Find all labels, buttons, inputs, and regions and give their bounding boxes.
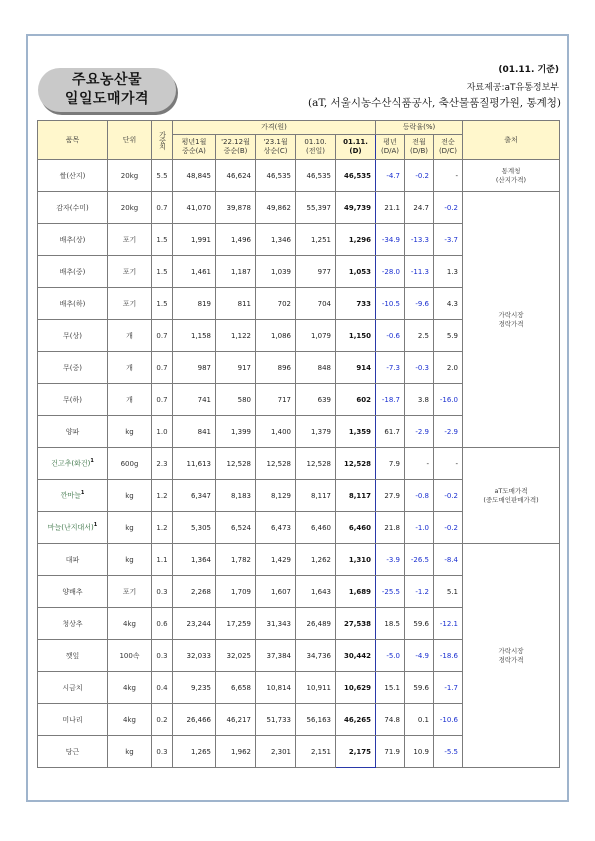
source-line-1: 가락시장 [498, 310, 524, 319]
item-name [38, 256, 108, 288]
price-avg-cell: 11,613 [173, 448, 216, 480]
weight-cell: 5.5 [152, 160, 173, 192]
item-label: 양파 [65, 427, 80, 436]
rate-da-cell: 61.7 [376, 416, 405, 448]
rate-dc-cell: - [434, 448, 463, 480]
price-avg-cell: 1,991 [173, 224, 216, 256]
source-cell [463, 192, 560, 448]
price-prev-day-cell: 1,079 [296, 320, 336, 352]
item-label: 건고추(화건) [51, 459, 91, 468]
source-line-2: (중도매인판매가격) [483, 495, 539, 504]
price-avg-cell: 987 [173, 352, 216, 384]
price-today-cell: 1,689 [336, 576, 376, 608]
header-price-c: '23.1월 상순(C) [256, 135, 296, 160]
header-rate-da: 평년 (D/A) [376, 135, 405, 160]
price-today-cell: 27,538 [336, 608, 376, 640]
price-avg-cell: 841 [173, 416, 216, 448]
price-avg-cell: 48,845 [173, 160, 216, 192]
rate-da-cell: 27.9 [376, 480, 405, 512]
price-today-cell: 602 [336, 384, 376, 416]
rate-da-cell: 21.8 [376, 512, 405, 544]
header-price-d: 01.11. (D) [336, 135, 376, 160]
price-prev-month-cell: 1,782 [216, 544, 256, 576]
price-avg-cell: 9,235 [173, 672, 216, 704]
price-prev-period-cell: 1,400 [256, 416, 296, 448]
rate-da-cell: -3.9 [376, 544, 405, 576]
price-prev-period-cell: 51,733 [256, 704, 296, 736]
rate-da-cell: -0.6 [376, 320, 405, 352]
weight-cell: 2.3 [152, 448, 173, 480]
price-prev-day-cell: 26,489 [296, 608, 336, 640]
price-today-cell: 1,296 [336, 224, 376, 256]
item-label: 무(하) [63, 395, 82, 404]
unit-cell: kg [108, 736, 152, 768]
weight-cell: 0.7 [152, 352, 173, 384]
item-name [38, 320, 108, 352]
price-prev-month-cell: 6,658 [216, 672, 256, 704]
price-prev-month-cell: 580 [216, 384, 256, 416]
price-prev-day-cell: 639 [296, 384, 336, 416]
item-name [38, 160, 108, 192]
weight-cell: 0.2 [152, 704, 173, 736]
item-label: 미나리 [62, 715, 83, 724]
weight-cell: 0.3 [152, 576, 173, 608]
rate-dc-cell: - [434, 160, 463, 192]
rate-dc-cell: 5.9 [434, 320, 463, 352]
price-prev-month-cell: 1,962 [216, 736, 256, 768]
item-label: 깐마늘 [60, 491, 81, 500]
rate-da-cell: 71.9 [376, 736, 405, 768]
rate-dc-cell: -0.2 [434, 512, 463, 544]
source-line-1: 통계청 [501, 166, 521, 175]
rate-db-cell: 2.5 [405, 320, 434, 352]
item-label: 깻잎 [65, 651, 80, 660]
unit-cell: 포기 [108, 256, 152, 288]
rate-dc-cell: -1.7 [434, 672, 463, 704]
price-prev-period-cell: 2,301 [256, 736, 296, 768]
price-today-cell: 8,117 [336, 480, 376, 512]
header-unit: 단위 [108, 121, 152, 160]
rate-dc-cell: -0.2 [434, 192, 463, 224]
price-prev-day-cell: 8,117 [296, 480, 336, 512]
price-prev-day-cell: 12,528 [296, 448, 336, 480]
header-source: 출처 [463, 121, 560, 160]
item-label: 양배추 [62, 587, 83, 596]
price-avg-cell: 1,265 [173, 736, 216, 768]
rate-dc-cell: 2.0 [434, 352, 463, 384]
unit-cell: 포기 [108, 576, 152, 608]
rate-dc-cell: -8.4 [434, 544, 463, 576]
table-row [38, 448, 560, 480]
weight-cell: 1.1 [152, 544, 173, 576]
rate-da-cell: 7.9 [376, 448, 405, 480]
unit-cell: 개 [108, 320, 152, 352]
weight-cell: 0.3 [152, 736, 173, 768]
price-prev-day-cell: 1,251 [296, 224, 336, 256]
price-today-cell: 12,528 [336, 448, 376, 480]
price-prev-day-cell: 56,163 [296, 704, 336, 736]
item-name [38, 224, 108, 256]
price-prev-period-cell: 8,129 [256, 480, 296, 512]
weight-cell: 0.6 [152, 608, 173, 640]
source-agencies: (aT, 서울시농수산식품공사, 축산물품질평가원, 통계청) [308, 97, 561, 109]
rate-db-cell: 3.8 [405, 384, 434, 416]
table-row [38, 160, 560, 192]
price-prev-period-cell: 10,814 [256, 672, 296, 704]
price-prev-period-cell: 31,343 [256, 608, 296, 640]
price-prev-month-cell: 1,399 [216, 416, 256, 448]
source-line-1: 가락시장 [498, 646, 524, 655]
price-avg-cell: 6,347 [173, 480, 216, 512]
footnote-marker: 1 [80, 490, 85, 497]
item-label: 당근 [65, 747, 80, 756]
price-prev-month-cell: 1,122 [216, 320, 256, 352]
rate-dc-cell: 1.3 [434, 256, 463, 288]
weight-cell: 0.7 [152, 192, 173, 224]
weight-cell: 1.5 [152, 224, 173, 256]
header-item: 품목 [38, 121, 108, 160]
item-name [38, 704, 108, 736]
price-prev-month-cell: 8,183 [216, 480, 256, 512]
price-prev-month-cell: 17,259 [216, 608, 256, 640]
rate-db-cell: 59.6 [405, 672, 434, 704]
source-cell [463, 448, 560, 544]
rate-dc-cell: -18.6 [434, 640, 463, 672]
rate-dc-cell: 5.1 [434, 576, 463, 608]
price-prev-month-cell: 46,217 [216, 704, 256, 736]
price-today-cell: 1,053 [336, 256, 376, 288]
unit-cell: 포기 [108, 288, 152, 320]
price-prev-month-cell: 32,025 [216, 640, 256, 672]
price-prev-month-cell: 1,496 [216, 224, 256, 256]
footnote-marker: 1 [90, 458, 94, 465]
price-prev-period-cell: 49,862 [256, 192, 296, 224]
header-price-prev: 01.10. (전일) [296, 135, 336, 160]
price-prev-day-cell: 1,379 [296, 416, 336, 448]
header-price-group: 가격(원) [173, 121, 376, 135]
item-name [38, 480, 108, 512]
price-today-cell: 1,359 [336, 416, 376, 448]
price-avg-cell: 741 [173, 384, 216, 416]
price-today-cell: 2,175 [336, 736, 376, 768]
price-prev-period-cell: 1,039 [256, 256, 296, 288]
price-prev-month-cell: 917 [216, 352, 256, 384]
rate-da-cell: -28.0 [376, 256, 405, 288]
source-cell [463, 544, 560, 768]
unit-cell: kg [108, 544, 152, 576]
price-today-cell: 6,460 [336, 512, 376, 544]
rate-db-cell: -9.6 [405, 288, 434, 320]
price-prev-month-cell: 39,878 [216, 192, 256, 224]
weight-cell: 1.5 [152, 288, 173, 320]
price-today-cell: 46,265 [336, 704, 376, 736]
price-prev-day-cell: 10,911 [296, 672, 336, 704]
price-prev-month-cell: 6,524 [216, 512, 256, 544]
header-price-b: '22.12월 중순(B) [216, 135, 256, 160]
price-today-cell: 733 [336, 288, 376, 320]
price-prev-period-cell: 1,429 [256, 544, 296, 576]
unit-cell: 포기 [108, 224, 152, 256]
weight-cell: 1.2 [152, 512, 173, 544]
price-prev-day-cell: 1,262 [296, 544, 336, 576]
item-label: 감자(수미) [56, 203, 89, 212]
price-prev-day-cell: 2,151 [296, 736, 336, 768]
price-prev-day-cell: 46,535 [296, 160, 336, 192]
item-name [38, 416, 108, 448]
rate-db-cell: -1.2 [405, 576, 434, 608]
unit-cell: kg [108, 480, 152, 512]
rate-db-cell: 59.6 [405, 608, 434, 640]
price-prev-period-cell: 717 [256, 384, 296, 416]
price-avg-cell: 1,364 [173, 544, 216, 576]
price-avg-cell: 1,158 [173, 320, 216, 352]
item-name [38, 576, 108, 608]
header-rate-db: 전월 (D/B) [405, 135, 434, 160]
price-prev-month-cell: 46,624 [216, 160, 256, 192]
rate-db-cell: -0.2 [405, 160, 434, 192]
price-prev-period-cell: 46,535 [256, 160, 296, 192]
rate-da-cell: -18.7 [376, 384, 405, 416]
title-badge [38, 68, 176, 112]
price-today-cell: 1,310 [336, 544, 376, 576]
weight-cell: 1.0 [152, 416, 173, 448]
unit-cell: 개 [108, 352, 152, 384]
header-weight: 가중치 [152, 121, 173, 160]
data-provider: 자료제공:aT유통정보부 [466, 83, 559, 93]
rate-dc-cell: 4.3 [434, 288, 463, 320]
source-line-2: (산지가격) [495, 175, 527, 184]
price-prev-month-cell: 1,709 [216, 576, 256, 608]
price-prev-day-cell: 55,397 [296, 192, 336, 224]
item-name [38, 608, 108, 640]
source-line-2: 경락가격 [498, 319, 524, 328]
price-prev-period-cell: 896 [256, 352, 296, 384]
rate-da-cell: -7.3 [376, 352, 405, 384]
price-prev-day-cell: 977 [296, 256, 336, 288]
item-label: 시금치 [62, 683, 83, 692]
price-prev-period-cell: 12,528 [256, 448, 296, 480]
price-avg-cell: 26,466 [173, 704, 216, 736]
item-label: 배추(하) [59, 299, 86, 308]
price-prev-month-cell: 12,528 [216, 448, 256, 480]
price-prev-day-cell: 1,643 [296, 576, 336, 608]
table-row [38, 544, 560, 576]
item-name [38, 448, 108, 480]
price-today-cell: 914 [336, 352, 376, 384]
rate-db-cell: -13.3 [405, 224, 434, 256]
unit-cell: kg [108, 416, 152, 448]
rate-dc-cell: -16.0 [434, 384, 463, 416]
source-cell [463, 160, 560, 192]
item-name [38, 640, 108, 672]
price-prev-period-cell: 1,607 [256, 576, 296, 608]
rate-db-cell: 0.1 [405, 704, 434, 736]
price-table [37, 120, 560, 768]
price-avg-cell: 819 [173, 288, 216, 320]
price-prev-period-cell: 37,384 [256, 640, 296, 672]
weight-cell: 0.7 [152, 320, 173, 352]
rate-dc-cell: -12.1 [434, 608, 463, 640]
header-price-a: 평년1월 중순(A) [173, 135, 216, 160]
item-label: 배추(상) [59, 235, 86, 244]
price-table-body [38, 160, 560, 768]
rate-db-cell: 10.9 [405, 736, 434, 768]
item-name [38, 736, 108, 768]
price-prev-day-cell: 34,736 [296, 640, 336, 672]
rate-da-cell: 18.5 [376, 608, 405, 640]
rate-db-cell: -26.5 [405, 544, 434, 576]
title-line-1: 주요농산물 [71, 72, 143, 88]
rate-da-cell: -5.0 [376, 640, 405, 672]
price-prev-day-cell: 848 [296, 352, 336, 384]
rate-db-cell: -0.8 [405, 480, 434, 512]
price-prev-period-cell: 1,346 [256, 224, 296, 256]
header-rate-dc: 전순 (D/C) [434, 135, 463, 160]
item-label: 배추(중) [59, 267, 86, 276]
rate-dc-cell: -10.6 [434, 704, 463, 736]
price-avg-cell: 1,461 [173, 256, 216, 288]
item-label: 무(상) [63, 331, 82, 340]
header-rate-group: 등락율(%) [376, 121, 463, 135]
rate-da-cell: 15.1 [376, 672, 405, 704]
rate-db-cell: -1.0 [405, 512, 434, 544]
price-avg-cell: 23,244 [173, 608, 216, 640]
price-today-cell: 49,739 [336, 192, 376, 224]
unit-cell: 100속 [108, 640, 152, 672]
rate-da-cell: 74.8 [376, 704, 405, 736]
unit-cell: kg [108, 512, 152, 544]
item-name [38, 192, 108, 224]
rate-db-cell: -2.9 [405, 416, 434, 448]
rate-da-cell: -10.5 [376, 288, 405, 320]
price-today-cell: 1,150 [336, 320, 376, 352]
price-today-cell: 30,442 [336, 640, 376, 672]
price-prev-period-cell: 1,086 [256, 320, 296, 352]
rate-db-cell: - [405, 448, 434, 480]
rate-da-cell: -4.7 [376, 160, 405, 192]
price-prev-month-cell: 811 [216, 288, 256, 320]
price-avg-cell: 2,268 [173, 576, 216, 608]
rate-da-cell: -34.9 [376, 224, 405, 256]
rate-dc-cell: -5.5 [434, 736, 463, 768]
rate-dc-cell: -3.7 [434, 224, 463, 256]
item-name [38, 512, 108, 544]
source-line-2: 경락가격 [498, 655, 524, 664]
reference-date: (01.11. 기준) [498, 65, 559, 75]
weight-cell: 1.5 [152, 256, 173, 288]
rate-da-cell: -25.5 [376, 576, 405, 608]
price-avg-cell: 41,070 [173, 192, 216, 224]
rate-da-cell: 21.1 [376, 192, 405, 224]
rate-db-cell: -4.9 [405, 640, 434, 672]
item-label: 마늘(난지대서) [47, 523, 94, 532]
price-today-cell: 10,629 [336, 672, 376, 704]
rate-db-cell: -0.3 [405, 352, 434, 384]
price-prev-day-cell: 704 [296, 288, 336, 320]
price-prev-period-cell: 6,473 [256, 512, 296, 544]
weight-cell: 0.4 [152, 672, 173, 704]
item-label: 대파 [65, 555, 80, 564]
title-line-2: 일일도매가격 [64, 91, 150, 107]
item-label: 쌀(산지) [59, 171, 86, 180]
rate-db-cell: 24.7 [405, 192, 434, 224]
footnote-marker: 1 [93, 522, 98, 529]
item-name [38, 544, 108, 576]
weight-cell: 0.3 [152, 640, 173, 672]
price-prev-day-cell: 6,460 [296, 512, 336, 544]
item-name [38, 352, 108, 384]
item-name [38, 672, 108, 704]
price-prev-period-cell: 702 [256, 288, 296, 320]
unit-cell: 20kg [108, 192, 152, 224]
price-avg-cell: 5,305 [173, 512, 216, 544]
item-label: 청상추 [62, 619, 83, 628]
weight-cell: 0.7 [152, 384, 173, 416]
unit-cell: 4kg [108, 704, 152, 736]
rate-db-cell: -11.3 [405, 256, 434, 288]
item-name [38, 384, 108, 416]
unit-cell: 개 [108, 384, 152, 416]
unit-cell: 4kg [108, 672, 152, 704]
price-prev-month-cell: 1,187 [216, 256, 256, 288]
rate-dc-cell: -0.2 [434, 480, 463, 512]
rate-dc-cell: -2.9 [434, 416, 463, 448]
item-name [38, 288, 108, 320]
unit-cell: 600g [108, 448, 152, 480]
price-today-cell: 46,535 [336, 160, 376, 192]
weight-cell: 1.2 [152, 480, 173, 512]
item-label: 무(중) [63, 363, 82, 372]
unit-cell: 4kg [108, 608, 152, 640]
price-avg-cell: 32,033 [173, 640, 216, 672]
table-row [38, 192, 560, 224]
unit-cell: 20kg [108, 160, 152, 192]
source-line-1: aT도매가격 [494, 486, 528, 495]
